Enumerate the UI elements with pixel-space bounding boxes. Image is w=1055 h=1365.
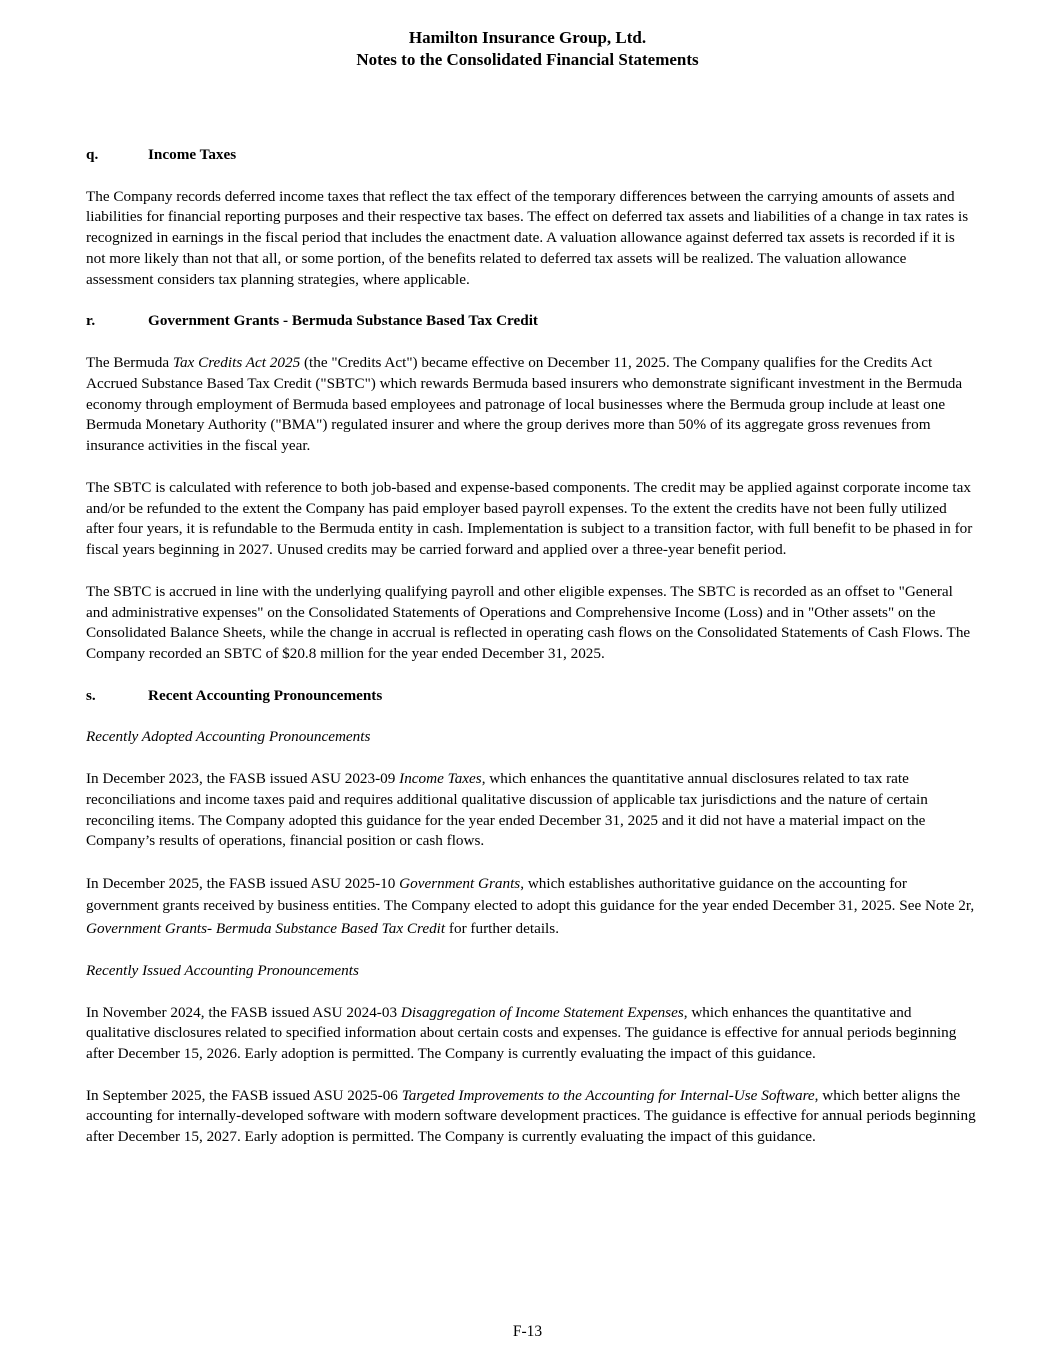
section-title: Government Grants - Bermuda Substance Based Tax Credit bbox=[148, 312, 538, 330]
subheading-issued: Recently Issued Accounting Pronouncements bbox=[86, 961, 359, 979]
paragraph: The SBTC is calculated with reference to both job-based and expense-based components. The credit may be applied against corporate income tax and/or be refunded to the extent the Company has paid employer based payroll expenses. To the extent the credits have not been fully utilized after four years, it is refundable to the Bermuda entity in cash. Implementation is subject to a transition factor, with full benefit to be phased in for fiscal years beginning in 2027. Unused credits may be carried forward and applied over a three-year benefit period. bbox=[86, 478, 973, 559]
section-letter: r. bbox=[86, 312, 96, 330]
section-title: Recent Accounting Pronouncements bbox=[148, 686, 383, 704]
paragraph bbox=[86, 353, 976, 457]
section-letter: q. bbox=[86, 146, 99, 163]
section-letter: s. bbox=[86, 686, 96, 704]
paragraph: The Company records deferred income taxes that reflect the tax effect of the temporary differences between the carrying amounts of assets and liabilities for financial reporting purposes and their respective tax bases. The effect on deferred tax assets and liabilities of a change in tax rates is recognized in earnings in the fiscal period that includes the enactment date. A valuation allowance against deferred tax assets is recorded if it is not more likely than not that all, or some portion, of the benefits related to deferred tax assets will be realized. The valuation allowance assessment considers tax planning strategies, where applicable. bbox=[86, 187, 969, 288]
text-span: , which establishes authoritative guidance on the accounting for government grants received by business entities. The Company elected to adopt this guidance for the year ended December 31, 2025. See Note 2r, bbox=[86, 874, 975, 915]
text-span: In September 2025, the FASB issued ASU 2025-06 bbox=[86, 1086, 402, 1104]
italic-topic: Government Grants bbox=[399, 874, 521, 892]
italic-topic: Income Taxes bbox=[399, 769, 482, 787]
italic-topic: Targeted Improvements to the Accounting for Internal-Use Software bbox=[401, 1086, 815, 1104]
section-q-heading bbox=[86, 145, 976, 166]
italic-act-name: Tax Credits Act 2025 bbox=[172, 353, 301, 371]
text-span: , which better aligns the accounting for internally-developed software with modern software development practices. The guidance is effective for annual periods beginning after December 15, 2027. Early adoption is permitted. The Company is currently evaluating the impact of this guidance. bbox=[86, 1086, 976, 1146]
page-header bbox=[0, 27, 1055, 71]
section-title: Income Taxes bbox=[148, 146, 237, 163]
paragraph bbox=[86, 769, 976, 852]
text-span: The Bermuda bbox=[86, 353, 173, 371]
document-subtitle: Notes to the Consolidated Financial Statements bbox=[356, 50, 699, 69]
notes-content bbox=[86, 145, 976, 1148]
page-number: F-13 bbox=[512, 1323, 543, 1340]
text-span: In December 2025, the FASB issued ASU 2025-10 bbox=[86, 874, 400, 892]
paragraph bbox=[86, 873, 976, 940]
italic-note-reference: Government Grants- Bermuda Substance Based Tax Credit bbox=[86, 919, 446, 937]
text-span: (the "Credits Act") became effective on December 11, 2025. The Company qualifies for the Credits Act Accrued Substance Based Tax Credit ("SBTC") which rewards Bermuda based insurers who demonstrate significant investment in the Bermuda economy through employment of Bermuda based employees and patronage of local businesses where the Bermuda group include at least one Bermuda Monetary Authority ("BMA") regulated insurer and where the group derives more than 50% of its aggregate gross revenues from insurance activities in the fiscal year. bbox=[86, 353, 963, 455]
section-s-heading bbox=[86, 686, 976, 707]
text-span: In November 2024, the FASB issued ASU 2024-03 bbox=[86, 1003, 401, 1021]
paragraph bbox=[86, 1003, 976, 1065]
company-name: Hamilton Insurance Group, Ltd. bbox=[408, 28, 647, 47]
section-r-heading bbox=[86, 311, 976, 332]
subheading-adopted: Recently Adopted Accounting Pronouncements bbox=[86, 728, 371, 746]
paragraph: The SBTC is accrued in line with the underlying qualifying payroll and other eligible expenses. The SBTC is recorded as an offset to "General and administrative expenses" on the Consolidated Statements of Operations and Comprehensive Income (Loss) and in "Other assets" on the Consolidated Balance Sheets, while the change in accrual is reflected in operating cash flows on the Consolidated Statements of Cash Flows. The Company recorded an SBTC of $20.8 million for the year ended December 31, 2025. bbox=[86, 582, 971, 663]
text-span: In December 2023, the FASB issued ASU 2023-09 bbox=[86, 769, 400, 787]
italic-topic: Disaggregation of Income Statement Expenses bbox=[400, 1003, 684, 1021]
text-span: , which enhances the quantitative and qualitative disclosures related to specified information about certain costs and expenses. The guidance is effective for annual periods beginning after December 15, 2026. Early adoption is permitted. The Company is currently evaluating the impact of this guidance. bbox=[86, 1003, 957, 1063]
text-span: for further details. bbox=[445, 919, 559, 937]
paragraph bbox=[86, 1086, 976, 1148]
text-span: , which enhances the quantitative annual disclosures related to tax rate reconciliations and income taxes paid and requires additional qualitative discussion of applicable tax jurisdictions and the nature of certain reconciling items. The Company adopted this guidance for the year ended December 31, 2025 and it did not have a material impact on the Company’s results of operations, financial position or cash flows. bbox=[86, 769, 928, 850]
